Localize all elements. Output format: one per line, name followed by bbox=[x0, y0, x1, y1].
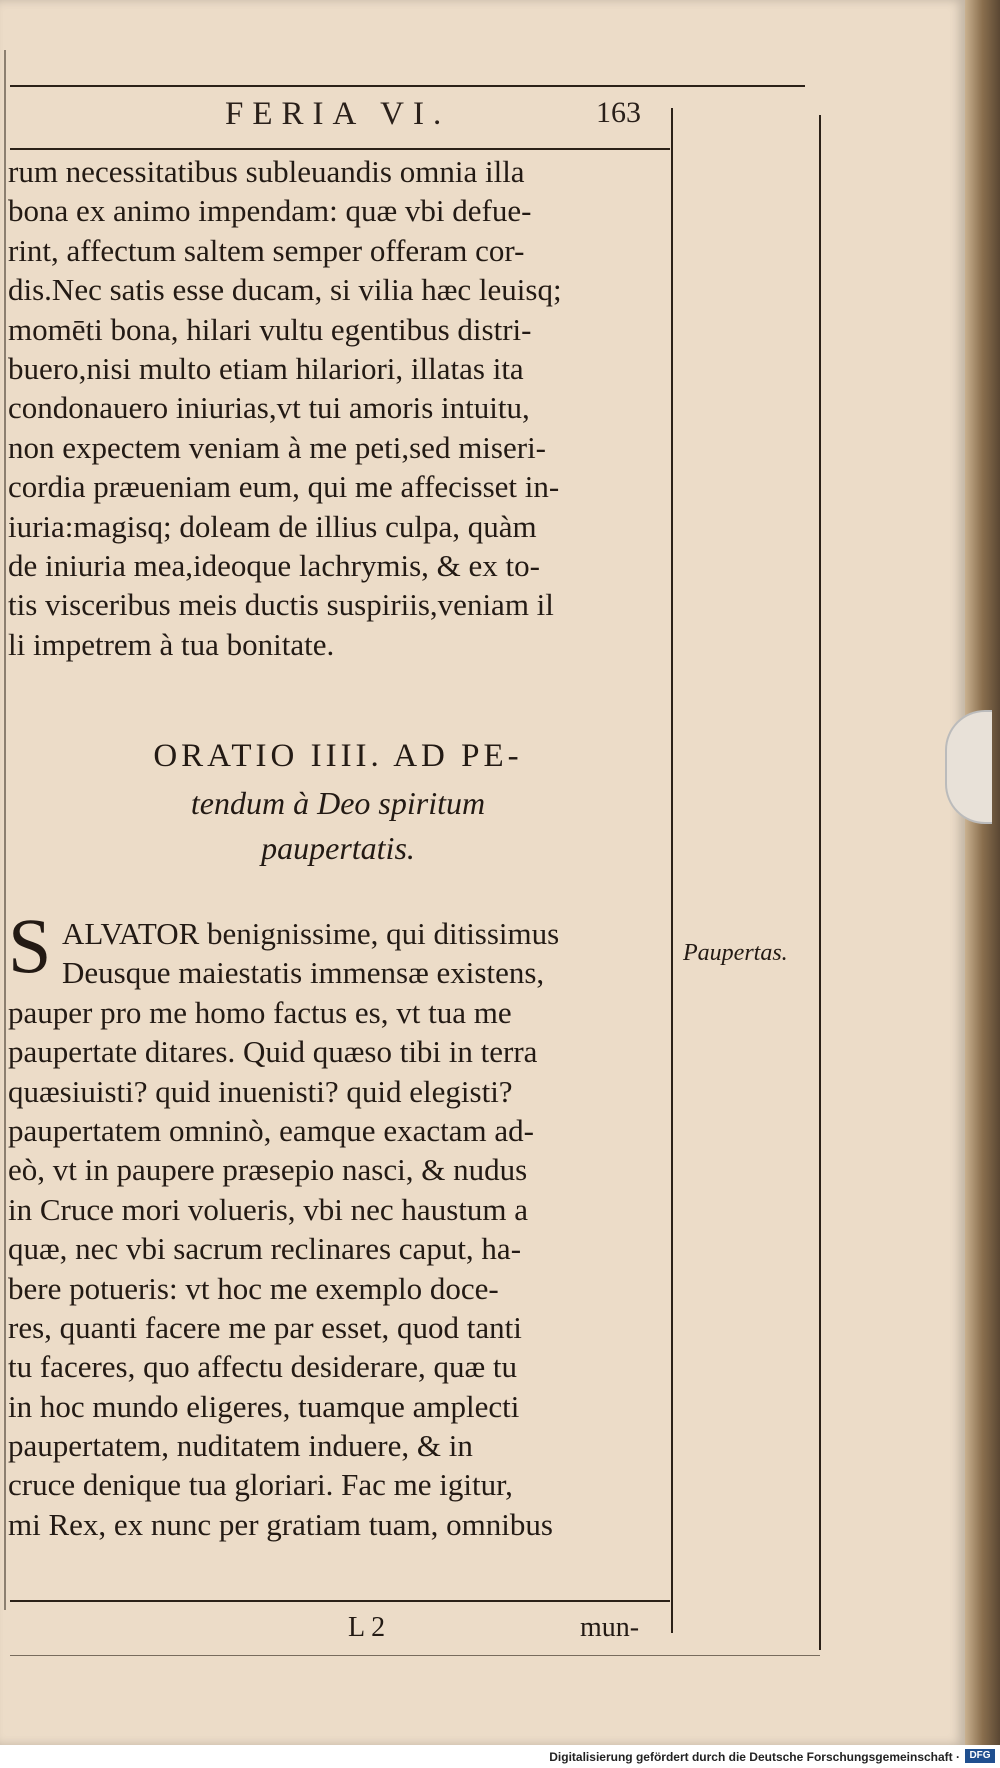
text-line: condonauero iniurias,vt tui amoris intuitu, bbox=[8, 390, 530, 426]
text-line: cordia præueniam eum, qui me affecisset in- bbox=[8, 469, 560, 505]
bookmark-tab bbox=[945, 710, 992, 824]
text-line: quæ, nec vbi sacrum reclinares caput, ha- bbox=[8, 1231, 522, 1267]
text-line: mi Rex, ex nunc per gratiam tuam, omnibus bbox=[8, 1506, 553, 1542]
paragraph-1 bbox=[8, 152, 668, 664]
text-line: iuria:magisq; doleam de illius culpa, quàm bbox=[8, 508, 537, 544]
page-edge bbox=[965, 0, 1000, 1745]
footer-bar bbox=[0, 1745, 1000, 1768]
second-line-text: Deusque maiestatis immensæ existens, bbox=[62, 955, 545, 991]
dfg-logo: DFG bbox=[965, 1749, 995, 1763]
catchword: mun- bbox=[580, 1612, 640, 1643]
footer-credit: Digitalisierung gefördert durch die Deutsche Forschungsgemeinschaft · bbox=[549, 1750, 960, 1764]
text-line: de iniuria mea,ideoque lachrymis, & ex to- bbox=[8, 547, 540, 583]
page-number: 163 bbox=[596, 96, 641, 129]
margin-note: Paupertas. bbox=[683, 940, 788, 966]
text-line: momēti bona, hilari vultu egentibus distri- bbox=[8, 311, 532, 347]
text-line: tis visceribus meis ductis suspiriis,veniam il bbox=[8, 587, 554, 623]
footer-rule bbox=[10, 1655, 820, 1656]
text-line: bona ex animo impendam: quæ vbi defue- bbox=[8, 193, 532, 229]
margin-right-rule bbox=[819, 115, 821, 1650]
text-line: pauper pro me homo factus es, vt tua me bbox=[8, 994, 512, 1030]
text-line: res, quanti facere me par esset, quod tanti bbox=[8, 1309, 522, 1345]
text-line: in Cruce mori volueris, vbi nec haustum a bbox=[8, 1191, 528, 1227]
bottom-rule bbox=[10, 1600, 670, 1602]
text-line: paupertatem omninò, eamque exactam ad- bbox=[8, 1112, 534, 1148]
text-line: cruce denique tua gloriari. Fac me igitur, bbox=[8, 1467, 513, 1503]
text-right-rule bbox=[671, 108, 673, 1633]
text-line: rum necessitatibus subleuandis omnia illa bbox=[8, 154, 525, 189]
first-line-text: ALVATOR benignissime, qui ditissimus bbox=[62, 916, 560, 951]
paragraph-2 bbox=[8, 914, 668, 1544]
text-line: li impetrem à tua bonitate. bbox=[8, 626, 335, 662]
running-title: FERIA VI. bbox=[225, 96, 451, 132]
text-line: quæsiuisti? quid inuenisti? quid elegisti? bbox=[8, 1073, 513, 1109]
drop-cap: S bbox=[8, 902, 52, 989]
text-line: bere potueris: vt hoc me exemplo doce- bbox=[8, 1270, 499, 1306]
section-heading: ORATIO IIII. AD PE- bbox=[153, 738, 523, 774]
text-line: paupertate ditares. Quid quæso tibi in terra bbox=[8, 1034, 538, 1070]
text-line: buero,nisi multo etiam hilariori, illatas ita bbox=[8, 350, 524, 386]
section-heading-line-2: tendum à Deo spiritum bbox=[190, 785, 486, 821]
text-line: eò, vt in paupere præsepio nasci, & nudus bbox=[8, 1152, 528, 1188]
text-line: dis.Nec satis esse ducam, si vilia hæc leuisq; bbox=[8, 272, 562, 308]
text-line: tu faceres, quo affectu desiderare, quæ tu bbox=[8, 1349, 517, 1385]
text-line bbox=[8, 914, 668, 953]
text-line: non expectem veniam à me peti,sed miseri- bbox=[8, 429, 547, 465]
text-line: rint, affectum saltem semper offeram cor- bbox=[8, 232, 525, 268]
header-rule bbox=[10, 148, 670, 150]
page-header bbox=[0, 96, 1000, 136]
text-line: paupertatem, nuditatem induere, & in bbox=[8, 1428, 473, 1464]
text-line bbox=[8, 953, 668, 992]
text-line: in hoc mundo eligeres, tuamque amplecti bbox=[8, 1388, 520, 1424]
section-heading-line-3: paupertatis. bbox=[261, 830, 415, 866]
signature-mark: L 2 bbox=[348, 1612, 386, 1643]
top-rule bbox=[10, 85, 805, 87]
